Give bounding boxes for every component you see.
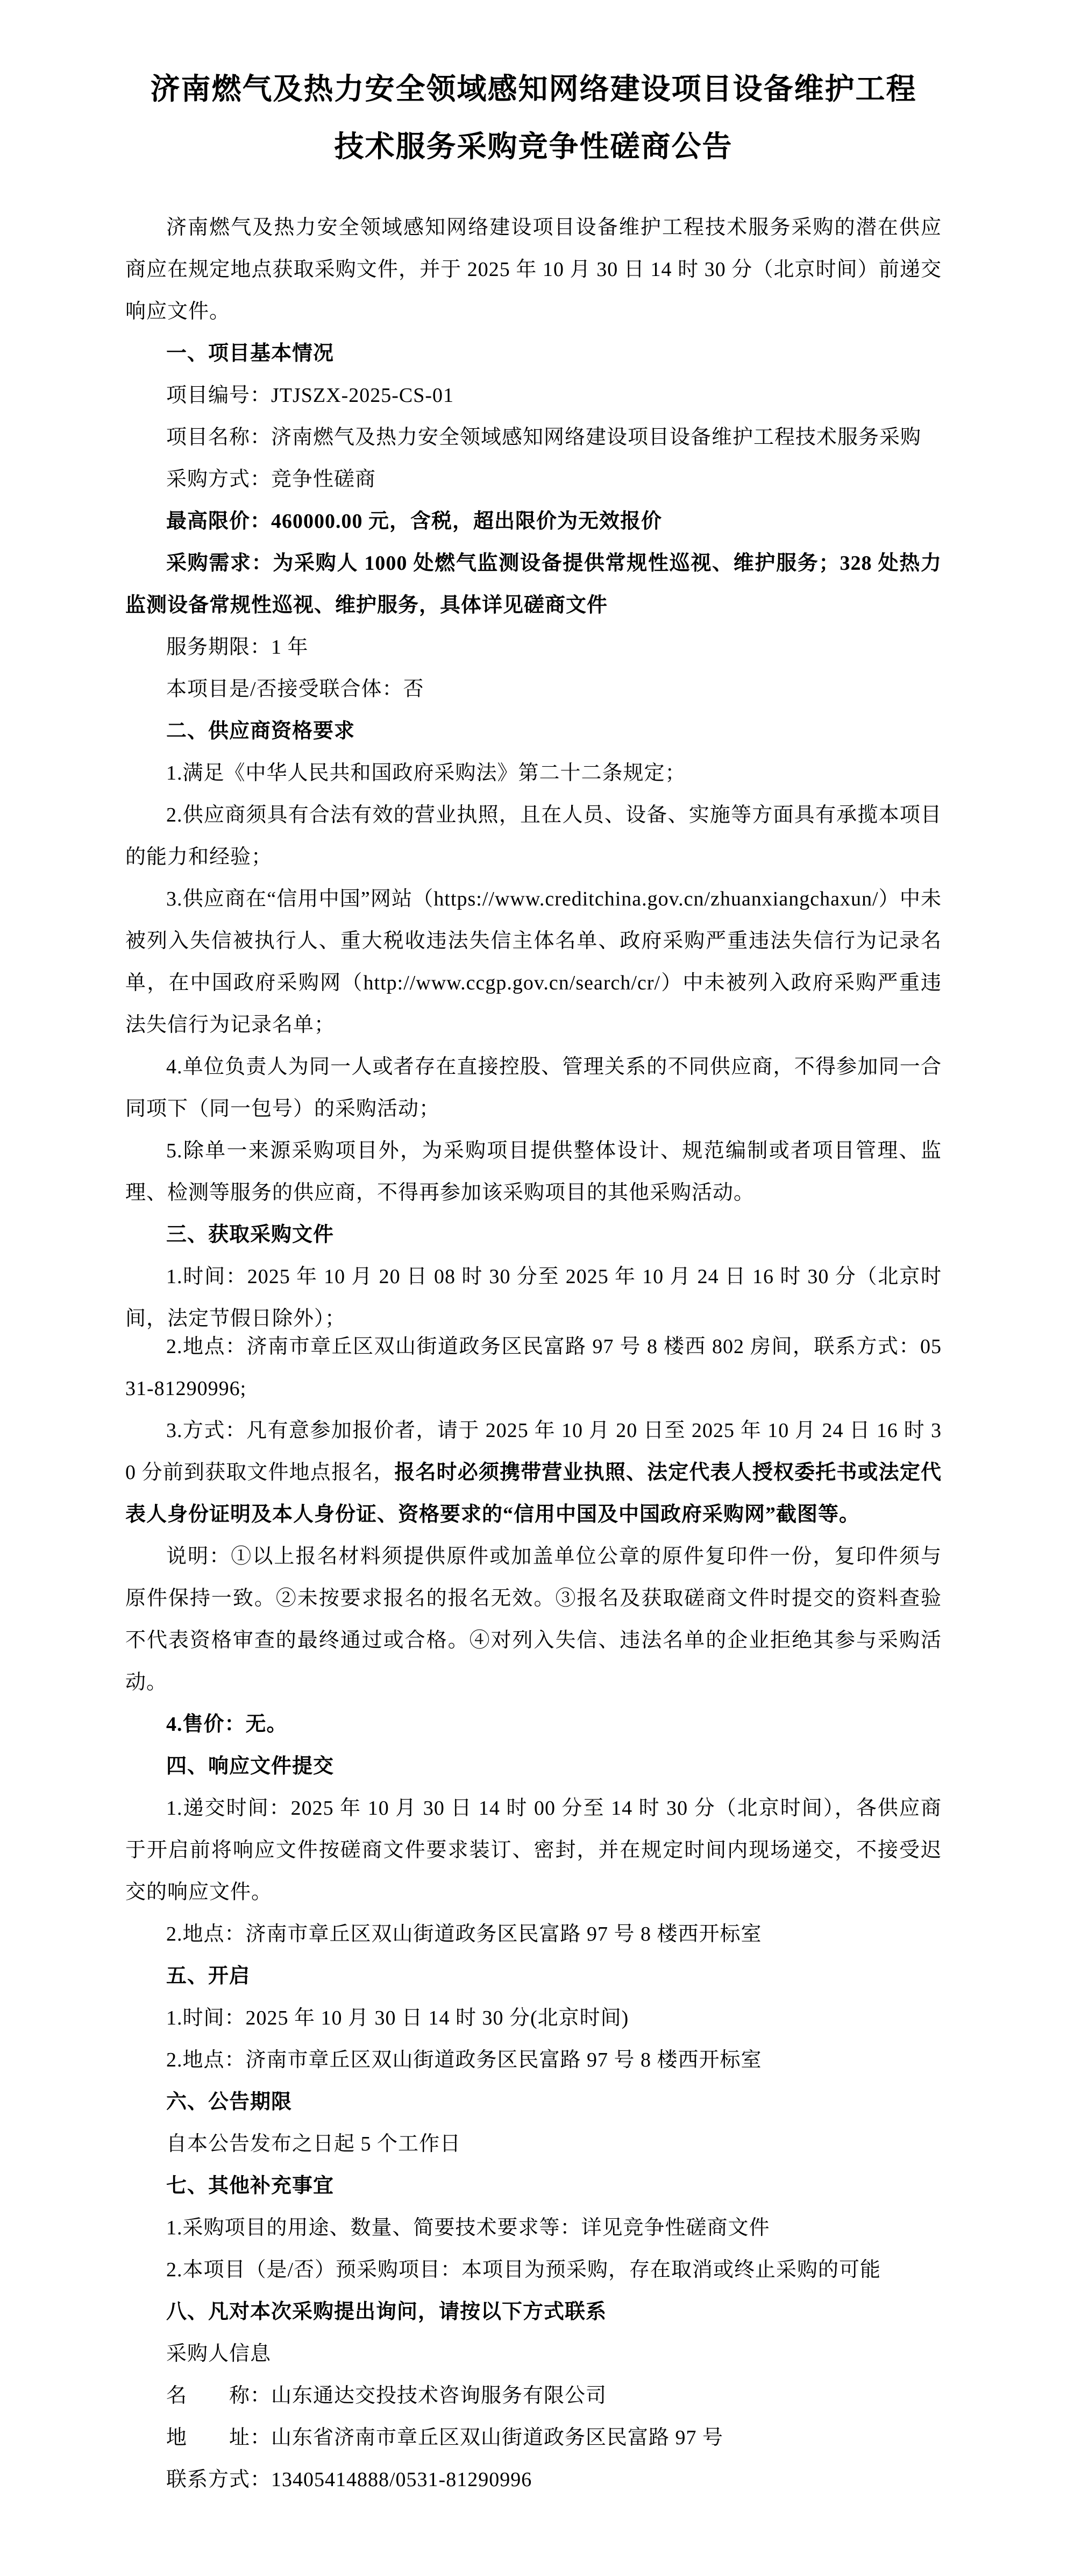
paragraph: [125, 2417, 942, 2459]
paragraph: [125, 1913, 942, 1955]
text-run: 项目名称：济南燃气及热力安全领域感知网络建设项目设备维护工程技术服务采购: [166, 426, 922, 449]
section-heading: [125, 332, 942, 374]
text-run: 2.地点：济南市章丘区双山街道政务区民富路 97 号 8 楼西 802 房间，联系方式：0531-81290996;: [125, 1335, 942, 1400]
document-title-line-2: 技术服务采购竞争性磋商公告: [334, 130, 733, 163]
text-run: 2.本项目（是/否）预采购项目：本项目为预采购，存在取消或终止采购的可能: [166, 2259, 881, 2281]
text-run: 2.地点：济南市章丘区双山街道政务区民富路 97 号 8 楼西开标室: [166, 1923, 762, 1945]
paragraph: [125, 500, 942, 542]
text-run: 一、项目基本情况: [166, 342, 335, 365]
section-heading: [125, 710, 942, 752]
text-run: 服务期限：1 年: [166, 636, 309, 659]
text-run: 3.供应商在“信用中国”网站（https://www.creditchina.gov.cn/zhuanxiangchaxun/）中未被列入失信被执行人、重大税收违法失信主体名单、政府采购严重违法失信行为记录名单，在中国政府采购网（http://www.ccgp.gov.cn/search/cr/）中未被列入政府采购严重违法失信行为记录名单；: [125, 888, 942, 1036]
text-run: 1.采购项目的用途、数量、简要技术要求等：详见竞争性磋商文件: [166, 2217, 770, 2239]
text-run: 济南燃气及热力安全领域感知网络建设项目设备维护工程技术服务采购的潜在供应商应在规定地点获取采购文件，并于 2025 年 10 月 30 日 14 时 30 分（北京时间）前递交响应文件。: [125, 216, 942, 323]
document-header: [125, 60, 942, 175]
section-heading: [125, 2165, 942, 2207]
text-run: 八、凡对本次采购提出询问，请按以下方式联系: [166, 2301, 607, 2323]
text-run: 四、响应文件提交: [166, 1755, 335, 1778]
section-heading: [125, 2081, 942, 2123]
paragraph: [125, 374, 942, 416]
text-run: 联系方式：13405414888/0531-81290996: [166, 2468, 532, 2491]
paragraph: [125, 626, 942, 668]
paragraph: [125, 1997, 942, 2039]
text-run: 本项目是/否接受联合体：否: [166, 678, 424, 700]
text-run: 4.售价：无。: [166, 1713, 288, 1736]
paragraph: [125, 2375, 942, 2417]
paragraph: [125, 2249, 942, 2291]
text-run: 自本公告发布之日起 5 个工作日: [166, 2133, 461, 2155]
paragraph: [125, 878, 942, 1046]
section-heading: [125, 2291, 942, 2333]
text-run: 地 址：山东省济南市章丘区双山街道政务区民富路 97 号: [166, 2426, 724, 2449]
paragraph: [125, 1535, 942, 1703]
paragraph: [125, 2459, 942, 2501]
text-run: 三、获取采购文件: [166, 1223, 335, 1246]
text-run: 五、开启: [166, 1965, 251, 1987]
text-run: 采购人信息: [166, 2343, 272, 2365]
text-run: 二、供应商资格要求: [166, 720, 355, 742]
text-run: 2.供应商须具有合法有效的营业执照，且在人员、设备、实施等方面具有承揽本项目的能力和经验；: [125, 804, 942, 868]
paragraph: [125, 752, 942, 794]
text-run: 六、公告期限: [166, 2091, 293, 2113]
text-run: 1.递交时间：2025 年 10 月 30 日 14 时 00 分至 14 时 30 分（北京时间），各供应商于开启前将响应文件按磋商文件要求装订、密封，并在规定时间内现场递交，不接受迟交的响应文件。: [125, 1797, 942, 1903]
text-run: 说明：①以上报名材料须提供原件或加盖单位公章的原件复印件一份，复印件须与原件保持一致。②未按要求报名的报名无效。③报名及获取磋商文件时提交的资料查验不代表资格审查的最终通过或合格。④对列入失信、违法名单的企业拒绝其参与采购活动。: [125, 1545, 942, 1694]
document-body: [125, 207, 942, 2501]
paragraph: [125, 2039, 942, 2081]
text-run: 七、其他补充事宜: [166, 2175, 335, 2197]
document-title-line-1: 济南燃气及热力安全领域感知网络建设项目设备维护工程: [150, 73, 917, 105]
paragraph: [125, 542, 942, 626]
paragraph: [125, 2333, 942, 2375]
text-run: 采购需求：为采购人 1000 处燃气监测设备提供常规性巡视、维护服务；328 处热力监测设备常规性巡视、维护服务，具体详见磋商文件: [125, 552, 942, 617]
title-spacer: [125, 175, 942, 207]
text-run: 4.单位负责人为同一人或者存在直接控股、管理关系的不同供应商，不得参加同一合同项下（同一包号）的采购活动；: [125, 1056, 942, 1120]
paragraph: [125, 668, 942, 710]
text-run: 1.时间：2025 年 10 月 20 日 08 时 30 分至 2025 年 10 月 24 日 16 时 30 分（北京时间，法定节假日除外）；: [125, 1265, 942, 1330]
text-run: 1.时间：2025 年 10 月 30 日 14 时 30 分(北京时间): [166, 2007, 629, 2029]
bold-text-run: 报名时必须携带营业执照、法定代表人授权委托书或法定代表人身份证明及本人身份证、资格要求的“信用中国及中国政府采购网”截图等。: [125, 1461, 942, 1526]
text-run: 名 称：山东通达交投技术咨询服务有限公司: [166, 2384, 607, 2407]
text-run: 5.除单一来源采购项目外，为采购项目提供整体设计、规范编制或者项目管理、监理、检测等服务的供应商，不得再参加该采购项目的其他采购活动。: [125, 1140, 942, 1204]
paragraph: [125, 1046, 942, 1130]
paragraph: [125, 1703, 942, 1745]
text-run: 采购方式：竞争性磋商: [166, 468, 376, 491]
paragraph: [125, 794, 942, 878]
paragraph: [125, 207, 942, 332]
paragraph: [125, 1130, 942, 1214]
paragraph: [125, 1326, 942, 1410]
section-heading: [125, 1745, 942, 1787]
paragraph: [125, 1410, 942, 1535]
text-run: 项目编号：JTJSZX-2025-CS-01: [166, 384, 454, 407]
paragraph: [125, 1787, 942, 1913]
text-run: 1.满足《中华人民共和国政府采购法》第二十二条规定；: [166, 762, 686, 784]
section-heading: [125, 1955, 942, 1997]
text-run: 最高限价：460000.00 元，含税，超出限价为无效报价: [166, 510, 663, 533]
paragraph: [125, 2123, 942, 2165]
section-heading: [125, 1214, 942, 1256]
text-run: 3.方式：凡有意参加报价者，请于 2025 年 10 月 20 日至 2025 年 10 月 24 日 16 时 30 分前到获取文件地点报名，: [125, 1419, 942, 1484]
paragraph: [125, 416, 942, 458]
paragraph: [125, 458, 942, 500]
text-run: 2.地点：济南市章丘区双山街道政务区民富路 97 号 8 楼西开标室: [166, 2049, 762, 2071]
paragraph: [125, 2207, 942, 2249]
